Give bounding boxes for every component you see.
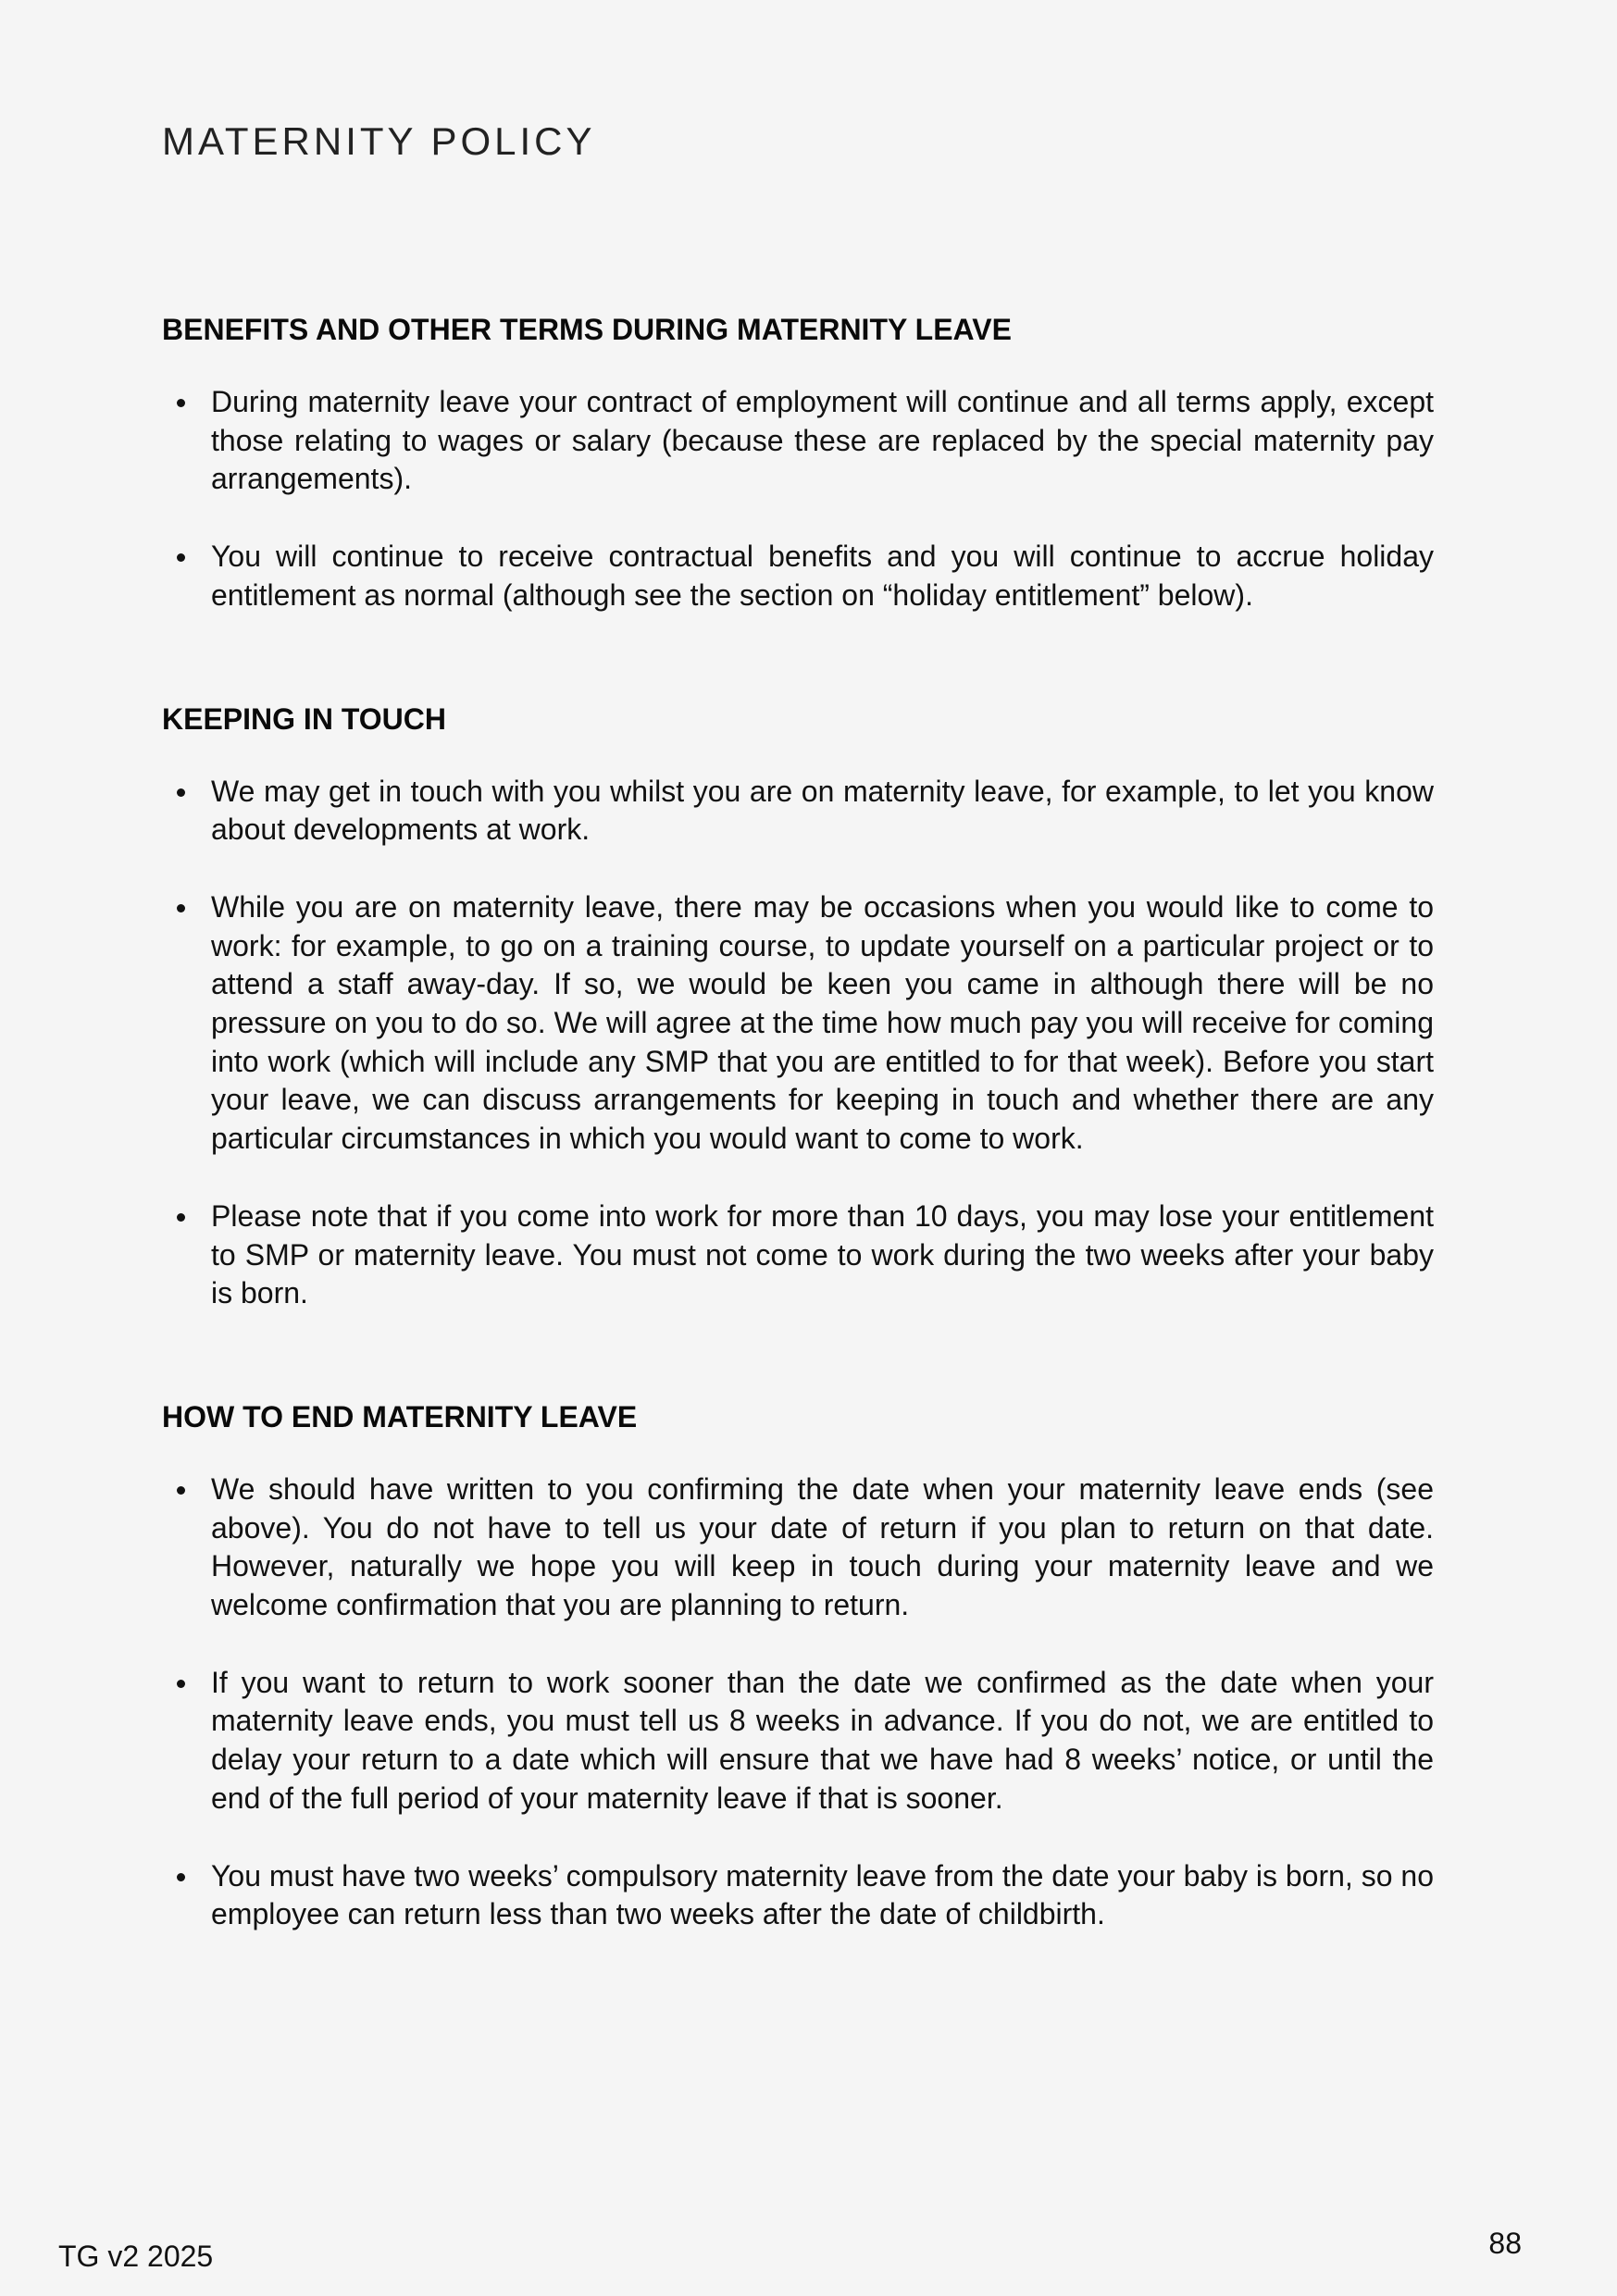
bullet-icon	[177, 1213, 185, 1222]
bullet-text: During maternity leave your contract of employment will continue and all terms apply, except those relating to wages or salary (because these are replaced by the special maternity pay arrangements).	[211, 385, 1434, 496]
bullet-icon	[177, 904, 185, 912]
bullet-icon	[177, 788, 185, 797]
list-item	[162, 1198, 1434, 1313]
bullet-list	[162, 383, 1434, 615]
bullet-text: You must have two weeks’ compulsory maternity leave from the date your baby is born, so no employee can return less than two weeks after the date of childbirth.	[211, 1858, 1434, 1931]
bullet-icon	[177, 399, 185, 407]
bullet-text: We may get in touch with you whilst you are on maternity leave, for example, to let you know about developments at work.	[211, 774, 1434, 847]
section-heading: HOW TO END MATERNITY LEAVE	[162, 1399, 638, 1433]
section-keeping-in-touch	[162, 699, 1434, 1313]
page-title: MATERNITY POLICY	[162, 119, 596, 163]
section-end-maternity-leave	[162, 1396, 1434, 1934]
list-item	[162, 888, 1434, 1159]
bullet-icon	[177, 553, 185, 562]
bullet-text: We should have written to you confirming the date when your maternity leave ends (see above). You do not have to tell us your date of return if you plan to return on that date. However, naturally we hope you will keep in touch during your maternity leave and we welcome confirmation that you are planning to return.	[211, 1471, 1434, 1622]
page-number: 88	[1488, 2227, 1522, 2260]
bullet-text: While you are on maternity leave, there may be occasions when you would like to come to work: for example, to go on a training course, to update yourself on a particular project or to attend a staff away-day. If so, we would be keen you came in although there will be no pressure on you to do so. We will agree at the time how much pay you will receive for coming into work (which will include any SMP that you are entitled to for that week). Before you start your leave, we can discuss arrangements for keeping in touch and whether there are any particular circumstances in which you would want to come to work.	[211, 889, 1434, 1156]
bullet-list	[162, 773, 1434, 1313]
list-item	[162, 1471, 1434, 1625]
bullet-icon	[177, 1486, 185, 1495]
section-heading: BENEFITS AND OTHER TERMS DURING MATERNITY LEAVE	[162, 313, 1012, 346]
bullet-text: You will continue to receive contractual benefits and you will continue to accrue holiday entitlement as normal (although see the section on “holiday entitlement” below).	[211, 540, 1434, 612]
document-body	[162, 309, 1434, 1934]
list-item	[162, 773, 1434, 850]
section-benefits	[162, 309, 1434, 615]
footer-version: TG v2 2025	[58, 2240, 214, 2273]
list-item	[162, 1857, 1434, 1934]
list-item	[162, 1664, 1434, 1818]
bullet-text: Please note that if you come into work for more than 10 days, you may lose your entitlement to SMP or maternity leave. You must not come to work during the two weeks after your baby is born.	[211, 1198, 1434, 1310]
bullet-icon	[177, 1680, 185, 1688]
section-heading: KEEPING IN TOUCH	[162, 701, 446, 736]
list-item	[162, 383, 1434, 499]
list-item	[162, 538, 1434, 614]
bullet-list	[162, 1471, 1434, 1934]
bullet-icon	[177, 1873, 185, 1881]
bullet-text: If you want to return to work sooner than the date we confirmed as the date when your maternity leave ends, you must tell us 8 weeks in advance. If you do not, we are entitled to delay your return to a date which will ensure that we have had 8 weeks’ notice, or until the end of the full period of your maternity leave if that is sooner.	[211, 1665, 1434, 1815]
